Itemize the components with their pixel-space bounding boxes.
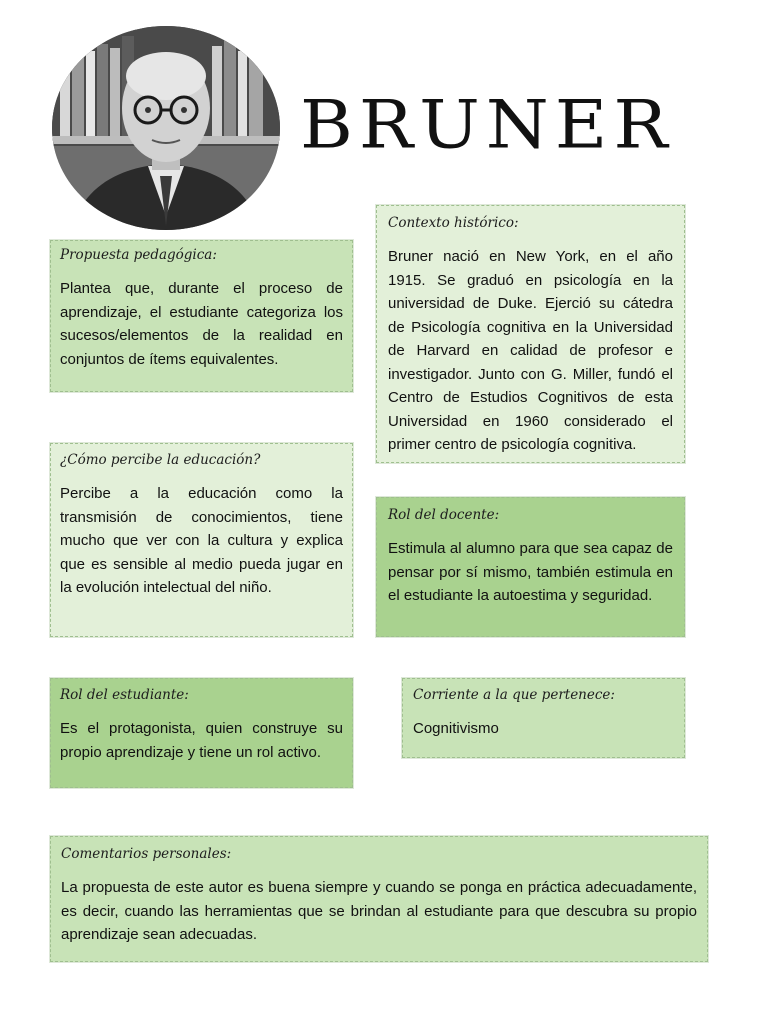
card-propuesta-pedagogica xyxy=(50,240,353,392)
card-corriente xyxy=(402,678,685,758)
card-text: Percibe a la educación como la transmisión de conocimientos, tiene mucho que ver con la cultura y explica que es sensible al medio pueda jugar en la evolución intelectual del niño. xyxy=(60,485,343,596)
card-label: Contexto histórico: xyxy=(388,215,519,231)
card-rol-estudiante xyxy=(50,678,353,788)
card-comentarios-personales xyxy=(50,836,708,962)
card-label: Comentarios personales: xyxy=(61,846,232,862)
card-label: Rol del docente: xyxy=(388,507,500,523)
card-label: Corriente a la que pertenece: xyxy=(413,687,615,703)
card-label: ¿Cómo percibe la educación? xyxy=(60,452,261,468)
card-contexto-historico xyxy=(376,205,685,463)
card-como-percibe-educacion xyxy=(50,443,353,637)
page-title: BRUNER xyxy=(300,86,674,164)
card-text: Es el protagonista, quien construye su propio aprendizaje y tiene un rol activo. xyxy=(60,720,343,761)
card-rol-docente xyxy=(376,497,685,637)
card-text: La propuesta de este autor es buena siempre y cuando se ponga en práctica adecuadamente, es decir, cuando las herramientas que se brindan al estudiante para que descubra su propio aprendizaje sean adecuadas. xyxy=(61,879,697,943)
card-label: Rol del estudiante: xyxy=(60,687,189,703)
card-text: Cognitivismo xyxy=(413,720,499,737)
card-text: Estimula al alumno para que sea capaz de pensar por sí mismo, también estimula en el estudiante la autoestima y seguridad. xyxy=(388,540,673,604)
card-text: Bruner nació en New York, en el año 1915. Se graduó en psicología en la universidad de Duke. Ejerció su cátedra de Psicología cognitiva en la Universidad de Harvard en calidad de profesor e investigador. Junto con G. Miller, fundó el Centro de Estudios Cognitivos de esta Universidad en 1960 considerado el primer centro de psicología cognitiva. xyxy=(388,248,673,453)
card-text: Plantea que, durante el proceso de aprendizaje, el estudiante categoriza los sucesos/elementos de la realidad en conjuntos de ítems equivalentes. xyxy=(60,280,343,368)
portrait-photo-icon xyxy=(52,26,280,230)
card-label: Propuesta pedagógica: xyxy=(60,247,217,263)
